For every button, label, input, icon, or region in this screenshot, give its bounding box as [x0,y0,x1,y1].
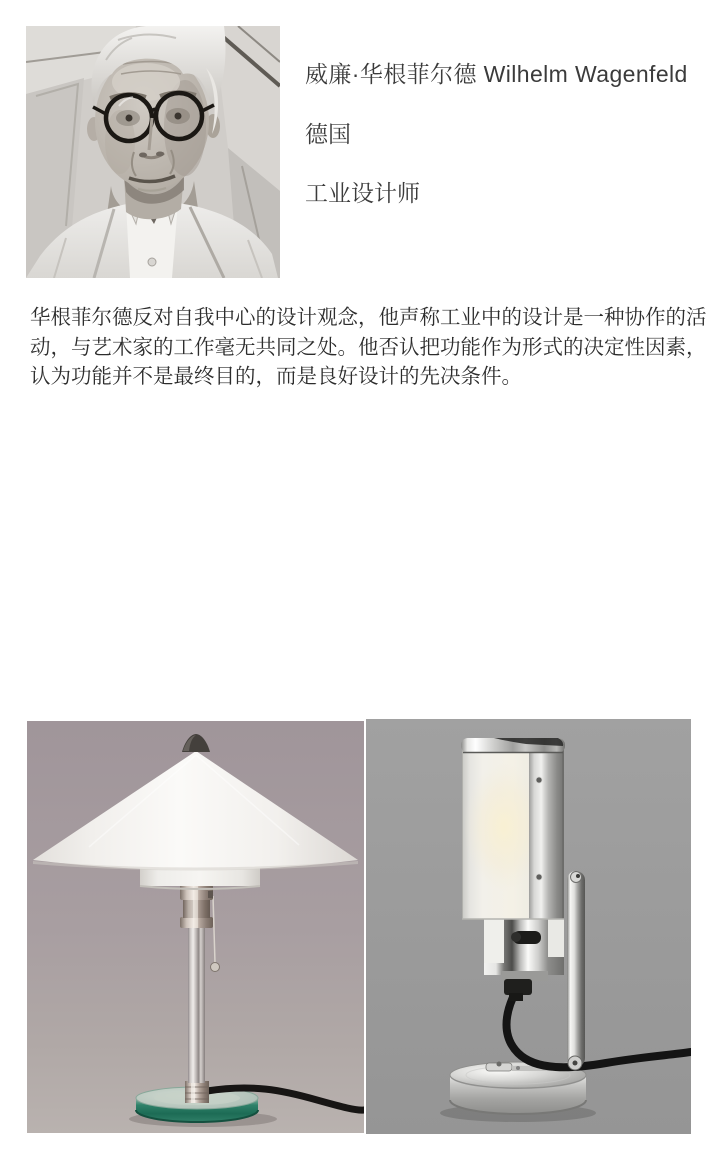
bio-line-1: 华根菲尔德反对自我中心的设计观念，他声称工业中的设计是一种协作的活 [30,306,707,329]
nickel-socket [180,885,213,928]
wnl30-lamp-illustration [366,719,691,1134]
base-collar [185,1081,209,1103]
glass-stem [188,926,205,1083]
wg24-glass-table-lamp-photo [27,721,364,1133]
wnl30-cylinder-table-lamp-photo [366,719,691,1134]
bio-line-3: 认为功能并不是最终目的，而是良好设计的先决条件。 [30,365,522,388]
designer-profession: 工业设计师 [305,180,420,206]
bio-line-2: 动，与艺术家的工作毫无共同之处。他否认把功能作为形式的决定性因素， [30,335,707,359]
bio-paragraph [30,303,707,392]
chrome-cap [461,738,565,753]
designer-nationality: 德国 [305,121,351,147]
portrait-illustration [26,26,280,278]
side-rod [567,871,585,1070]
portrait-photo [26,26,280,278]
designer-name: 威廉·华根菲尔德 Wilhelm Wagenfeld [305,61,688,87]
wg24-lamp-illustration [27,721,364,1133]
frosted-glass-cylinder [462,749,564,919]
